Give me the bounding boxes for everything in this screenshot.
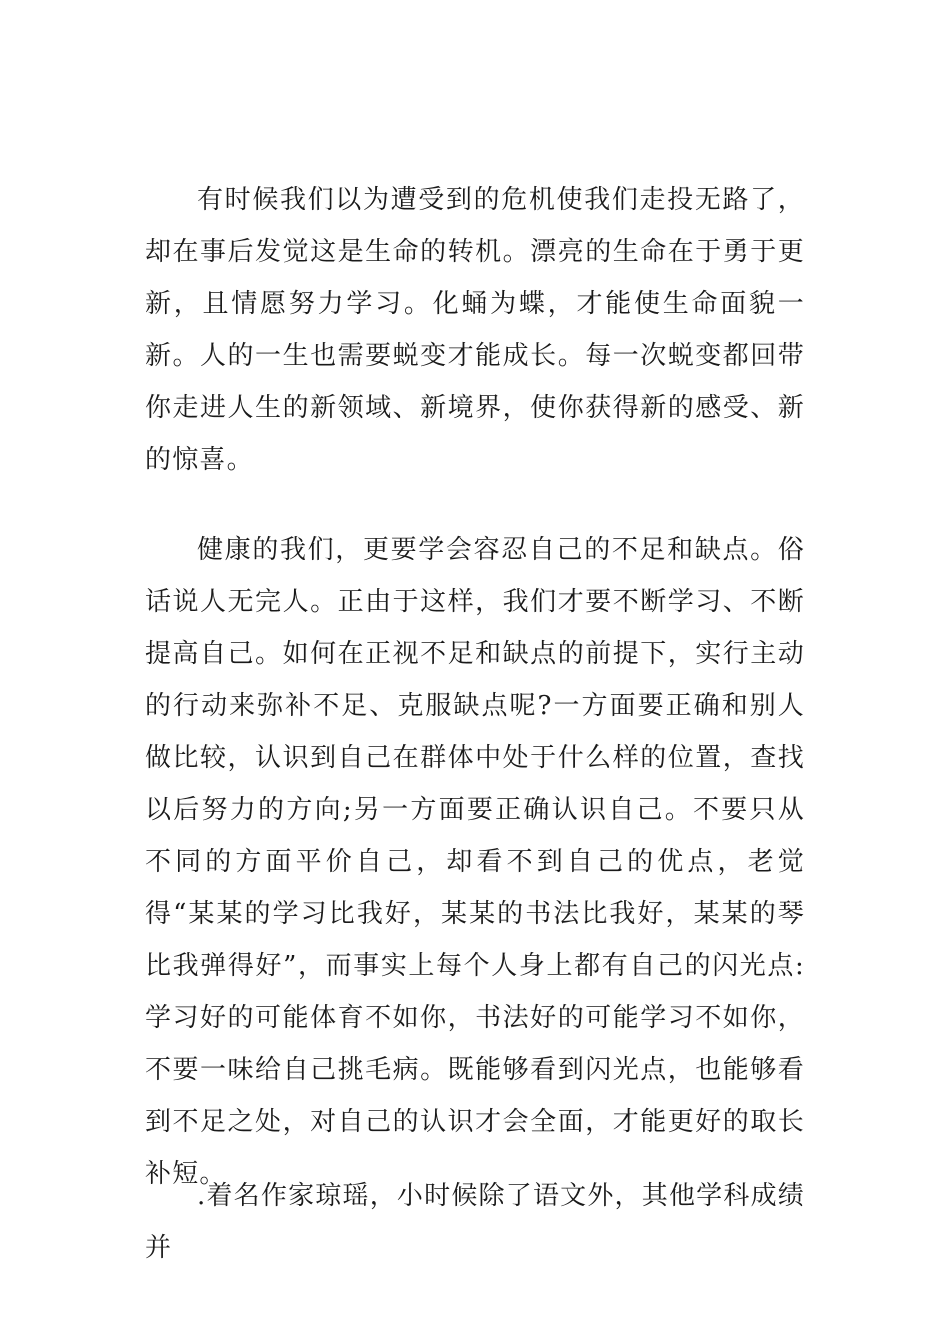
- paragraph-3: .着名作家琼瑶，小时候除了语文外，其他学科成绩并: [145, 1181, 805, 1263]
- paragraph-1: 有时候我们以为遭受到的危机使我们走投无路了，却在事后发觉这是生命的转机。漂亮的生命在于勇于更新，且情愿努力学习。化蛹为蝶，才能使生命面貌一新。人的一生也需要蜕变才能成长。每一次蜕变都回带你走进人生的新领域、新境界，使你获得新的感受、新的惊喜。: [145, 185, 805, 475]
- paragraph-2: 健康的我们，更要学会容忍自己的不足和缺点。俗话说人无完人。正由于这样，我们才要不断学习、不断提高自己。如何在正视不足和缺点的前提下，实行主动的行动来弥补不足、克服缺点呢?一方面要正确和别人做比较，认识到自己在群体中处于什么样的位置，查找以后努力的方向;另一方面要正确认识自己。不要只从不同的方面平价自己，却看不到自己的优点，老觉得“某某的学习比我好，某某的书法比我好，某某的琴比我弹得好”，而事实上每个人身上都有自己的闪光点:学习好的可能体育不如你，书法好的可能学习不如你，不要一味给自己挑毛病。既能够看到闪光点，也能够看到不足之处，对自己的认识才会全面，才能更好的取长补短。: [145, 535, 805, 1189]
